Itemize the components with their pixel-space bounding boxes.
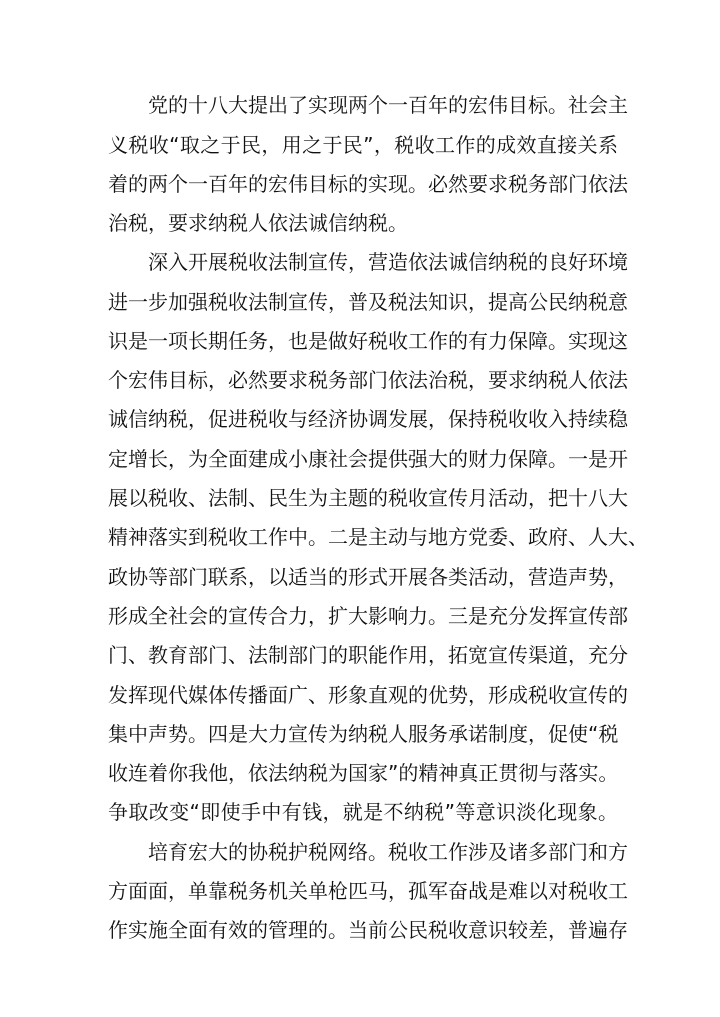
paragraph-2-line-9: 政协等部门联系，以适当的形式开展各类活动，营造声势， (108, 565, 628, 589)
paragraph-2-line-11: 门、教育部门、法制部门的职能作用，拓宽宣传渠道，充分 (108, 643, 628, 667)
paragraph-2-line-1: 深入开展税收法制宣传，营造依法诚信纳税的良好环境 (148, 250, 628, 274)
paragraph-1-line-4: 治税，要求纳税人依法诚信纳税。 (108, 211, 408, 235)
paragraph-2-line-6: 定增长，为全面建成小康社会提供强大的财力保障。一是开 (108, 447, 628, 471)
paragraph-2-line-10: 形成全社会的宣传合力，扩大影响力。三是充分发挥宣传部 (108, 604, 628, 628)
paragraph-1-line-1: 党的十八大提出了实现两个一百年的宏伟目标。社会主 (148, 93, 628, 117)
paragraph-2-line-14: 收连着你我他，依法纳税为国家”的精神真正贯彻与落实。 (108, 761, 619, 785)
paragraph-2-line-12: 发挥现代媒体传播面广、形象直观的优势，形成税收宣传的 (108, 683, 628, 707)
paragraph-1-line-3: 着的两个一百年的宏伟目标的实现。必然要求税务部门依法 (108, 172, 628, 196)
paragraph-2-line-2: 进一步加强税收法制宣传，普及税法知识，提高公民纳税意 (108, 290, 628, 314)
paragraph-3-line-3: 作实施全面有效的管理的。当前公民税收意识较差，普遍存 (108, 918, 628, 942)
paragraph-2-line-3: 识是一项长期任务，也是做好税收工作的有力保障。实现这 (108, 329, 628, 353)
paragraph-2-line-7: 展以税收、法制、民生为主题的税收宣传月活动，把十八大 (108, 486, 628, 510)
paragraph-3-line-1: 培育宏大的协税护税网络。税收工作涉及诸多部门和方 (148, 840, 628, 864)
paragraph-2-line-4: 个宏伟目标，必然要求税务部门依法治税，要求纳税人依法 (108, 368, 628, 392)
paragraph-3-line-2: 方面面，单靠税务机关单枪匹马，孤军奋战是难以对税收工 (108, 879, 628, 903)
paragraph-2-line-8: 精神落实到税收工作中。二是主动与地方党委、政府、人大、 (108, 525, 648, 549)
paragraph-1-line-2: 义税收“取之于民，用之于民”，税收工作的成效直接关系 (108, 133, 618, 157)
paragraph-2-line-15: 争取改变“即使手中有钱，就是不纳税”等意识淡化现象。 (108, 800, 618, 824)
paragraph-2-line-13: 集中声势。四是大力宣传为纳税人服务承诺制度，促使“税 (108, 722, 619, 746)
paragraph-2-line-5: 诚信纳税，促进税收与经济协调发展，保持税收收入持续稳 (108, 407, 628, 431)
